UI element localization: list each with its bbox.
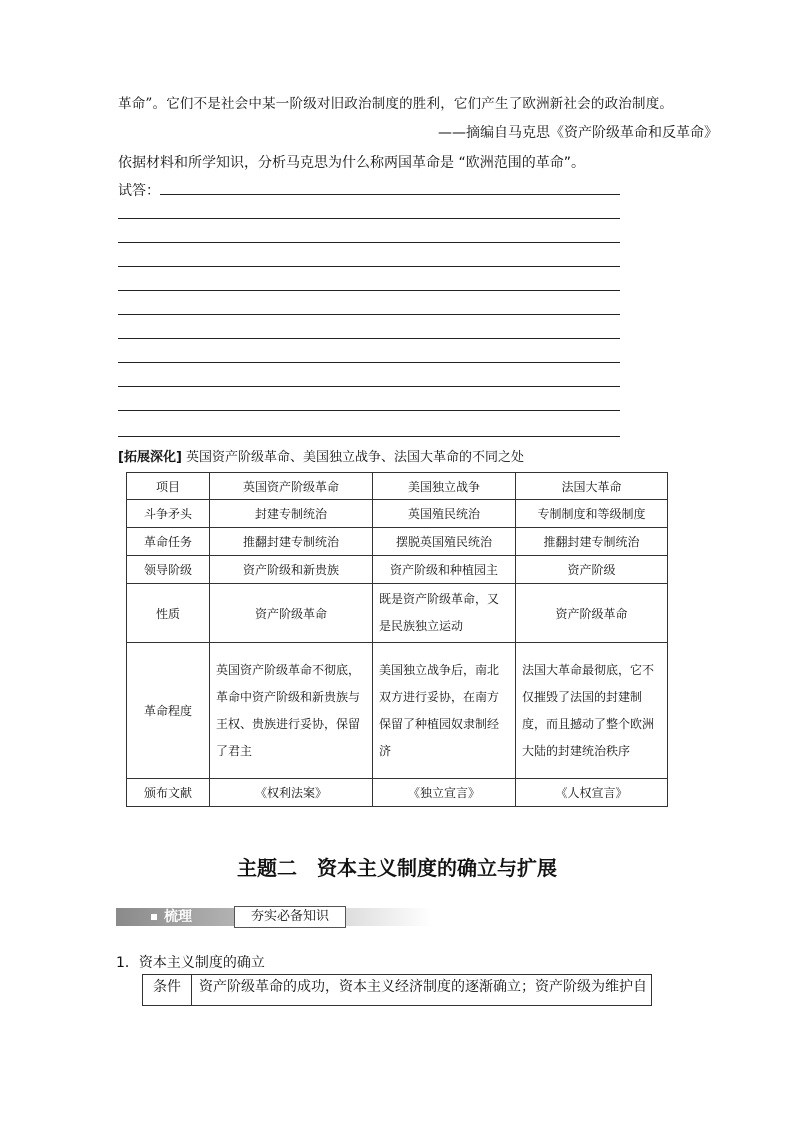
answer-line[interactable] (118, 362, 620, 363)
answer-line[interactable] (118, 436, 620, 437)
table-row (127, 556, 668, 584)
answer-line[interactable] (118, 338, 620, 339)
extension-title: 英国资产阶级革命、美国独立战争、法国大革命的不同之处 (186, 450, 525, 465)
quote-source: ——摘编自马克思《资产阶级革命和反革命》 (438, 125, 718, 141)
table-cell: 摆脱英国殖民统治 (373, 528, 516, 556)
comparison-table (126, 472, 668, 807)
answer-line[interactable] (160, 194, 620, 195)
table-cell: 推翻封建专制统治 (516, 528, 668, 556)
table-cell: 美国独立战争后，南北双方进行妥协，在南方保留了种植园奴隶制经济 (373, 643, 516, 779)
question-text: 依据材料和所学知识，分析马克思为什么称两国革命是 “欧洲范围的革命”。 (118, 155, 585, 171)
condition-key: 条件 (143, 975, 192, 1005)
table-cell: 英国殖民统治 (373, 500, 516, 528)
table-cell: 颁布文献 (127, 779, 210, 807)
table-row (127, 584, 668, 643)
table-row (127, 528, 668, 556)
section-banner (116, 906, 432, 930)
table-cell: 革命任务 (127, 528, 210, 556)
table-cell: 《权利法案》 (210, 779, 373, 807)
table-row (127, 643, 668, 779)
table-cell: 资产阶级和新贵族 (210, 556, 373, 584)
condition-value: 资产阶级革命的成功，资本主义经济制度的逐渐确立；资产阶级为维护自 (199, 979, 647, 995)
condition-row (142, 974, 652, 1006)
table-cell: 资产阶级革命 (210, 584, 373, 643)
answer-line[interactable] (118, 266, 620, 267)
table-header-cell: 项目 (127, 473, 210, 500)
table-cell: 斗争矛头 (127, 500, 210, 528)
table-cell: 《独立宣言》 (373, 779, 516, 807)
topic-title: 主题二 资本主义制度的确立与扩展 (237, 856, 557, 880)
banner-label: 梳理 (164, 909, 192, 925)
table-header-row (127, 473, 668, 500)
table-header-cell: 英国资产阶级革命 (210, 473, 373, 500)
table-cell: 专制制度和等级制度 (516, 500, 668, 528)
table-row (127, 500, 668, 528)
answer-label: 试答： (118, 183, 160, 199)
table-cell: 革命程度 (127, 643, 210, 779)
answer-line[interactable] (118, 386, 620, 387)
extension-tag: [拓展深化] (118, 450, 182, 465)
section-heading: 1．资本主义制度的确立 (116, 955, 265, 971)
table-header-cell: 美国独立战争 (373, 473, 516, 500)
answer-line[interactable] (118, 218, 620, 219)
table-cell: 资产阶级 (516, 556, 668, 584)
table-cell: 《人权宣言》 (516, 779, 668, 807)
answer-line[interactable] (118, 410, 620, 411)
square-bullet-icon (151, 914, 157, 920)
table-cell: 英国资产阶级革命不彻底，革命中资产阶级和新贵族与王权、贵族进行妥协，保留了君主 (210, 643, 373, 779)
banner-box: 夯实必备知识 (234, 906, 346, 928)
table-cell: 法国大革命最彻底，它不仅摧毁了法国的封建制度，而且撼动了整个欧洲大陆的封建统治秩序 (516, 643, 668, 779)
table-row (127, 779, 668, 807)
answer-line[interactable] (118, 314, 620, 315)
quote-text: 革命”。它们不是社会中某一阶级对旧政治制度的胜利，它们产生了欧洲新社会的政治制度。 (118, 96, 674, 112)
answer-line[interactable] (118, 242, 620, 243)
table-cell: 性质 (127, 584, 210, 643)
answer-line[interactable] (118, 290, 620, 291)
table-cell: 资产阶级和种植园主 (373, 556, 516, 584)
table-cell: 封建专制统治 (210, 500, 373, 528)
extension-heading (118, 446, 524, 465)
table-cell: 资产阶级革命 (516, 584, 668, 643)
table-cell: 领导阶级 (127, 556, 210, 584)
table-cell: 推翻封建专制统治 (210, 528, 373, 556)
table-cell: 既是资产阶级革命，又是民族独立运动 (373, 584, 516, 643)
table-header-cell: 法国大革命 (516, 473, 668, 500)
